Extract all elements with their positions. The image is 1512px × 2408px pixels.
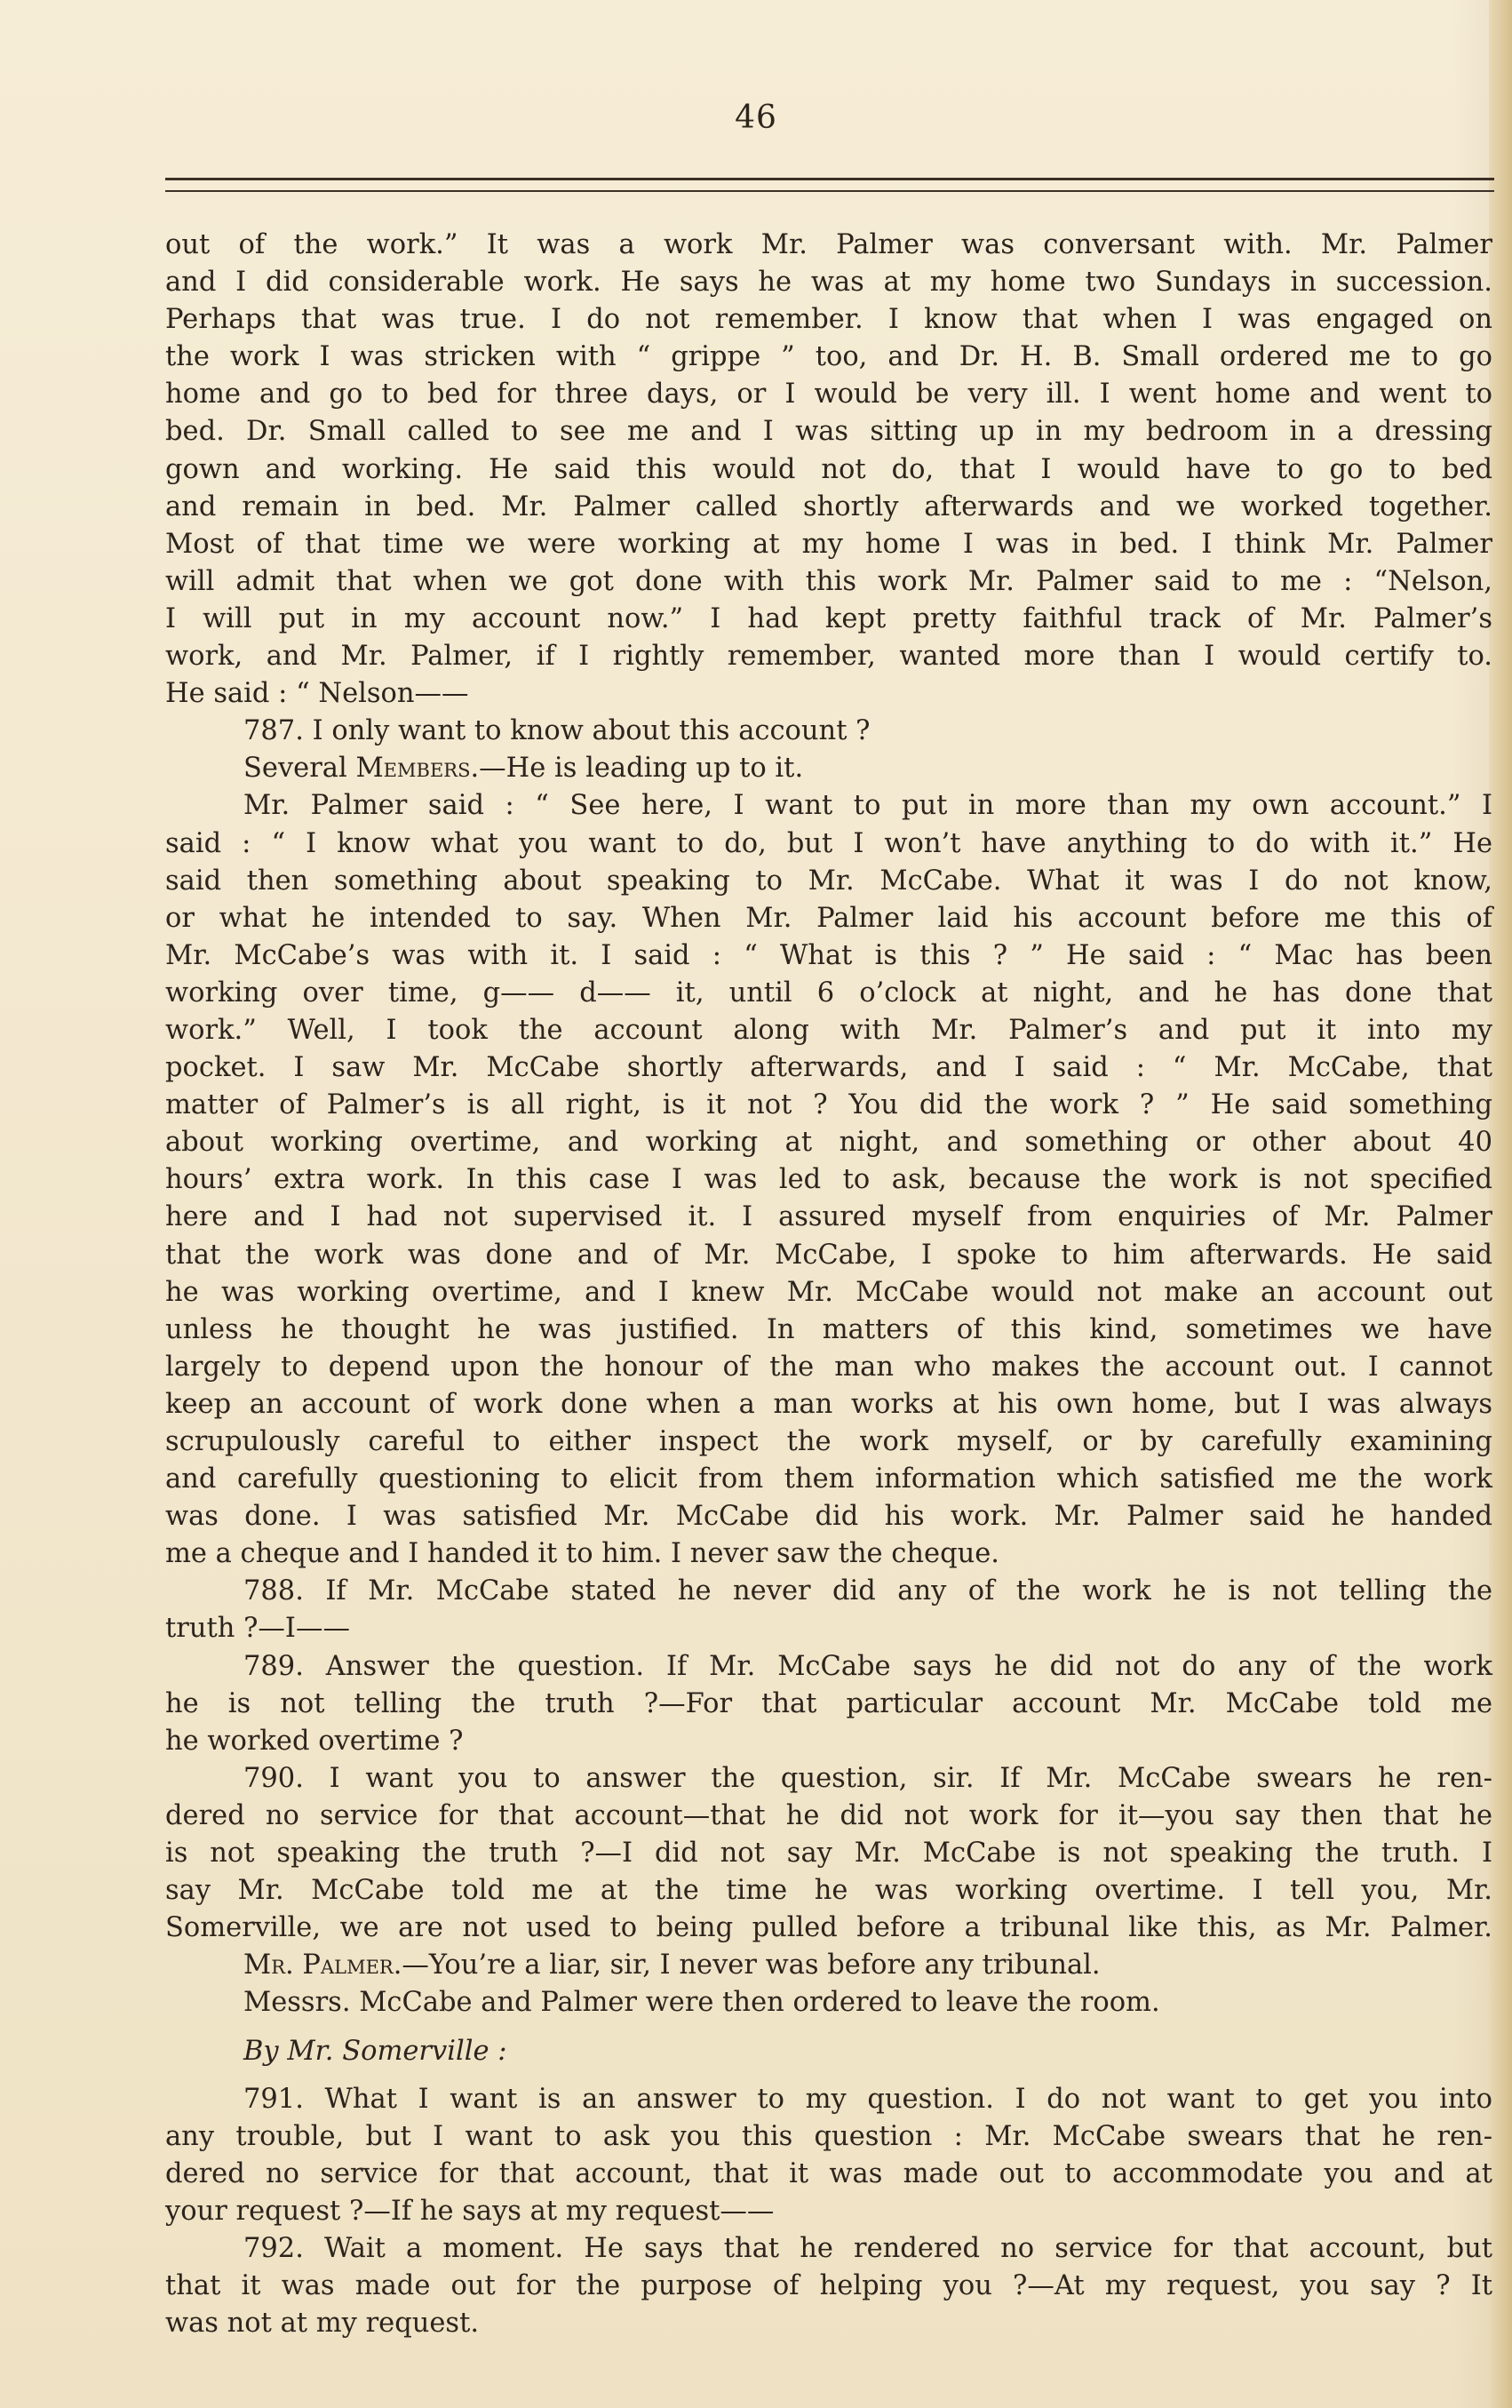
text-line: Perhaps that was true. I do not remember. I know that when I was engaged on xyxy=(165,304,1492,336)
text-line: any trouble, but I want to ask you this question : Mr. McCabe swears that he ren- xyxy=(165,2120,1492,2152)
text-line: He said : “ Nelson—— xyxy=(165,678,469,710)
text-line: work, and Mr. Palmer, if I rightly remember, wanted more than I would certify to. xyxy=(165,641,1492,673)
text-line: he was working overtime, and I knew Mr. McCabe would not make an account out xyxy=(165,1276,1492,1308)
text-line: Messrs. McCabe and Palmer were then ordered to leave the room. xyxy=(243,1987,1160,2019)
text-line: I will put in my account now.” I had kept pretty faithful track of Mr. Palmer’s xyxy=(165,602,1492,634)
text-line: said then something about speaking to Mr. McCabe. What it was I do not know, xyxy=(165,865,1492,897)
body-text xyxy=(165,227,1492,2342)
text-line: gown and working. He said this would not do, that I would have to go to bed xyxy=(165,453,1492,485)
text-line: largely to depend upon the honour of the man who makes the account out. I cannot xyxy=(165,1351,1492,1383)
text-line: By Mr. Somerville : xyxy=(243,2035,507,2067)
text-line: dered no service for that account, that it was made out to accommodate you and at xyxy=(165,2157,1492,2189)
text-line: working over time, g—— d—— it, until 6 o’clock at night, and he has done that xyxy=(165,977,1492,1009)
text-line: out of the work.” It was a work Mr. Palmer was conversant with. Mr. Palmer xyxy=(165,229,1492,260)
text-line: about working overtime, and working at night, and something or other about 40 xyxy=(165,1127,1492,1159)
text-line: Mr. Palmer said : “ See here, I want to put in more than my own account.” I xyxy=(243,790,1492,822)
text-line: pocket. I saw Mr. McCabe shortly afterwards, and I said : “ Mr. McCabe, that xyxy=(165,1052,1492,1084)
text-line: here and I had not supervised it. I assured myself from enquiries of Mr. Palmer xyxy=(165,1201,1492,1233)
text-line: bed. Dr. Small called to see me and I was sitting up in my bedroom in a dressing xyxy=(165,416,1492,448)
text-line: that it was made out for the purpose of helping you ?—At my request, you say ? It xyxy=(165,2270,1492,2302)
text-line: 789. Answer the question. If Mr. McCabe says he did not do any of the work xyxy=(243,1650,1492,1682)
text-line: 787. I only want to know about this account ? xyxy=(243,715,871,747)
text-line: home and go to bed for three days, or I would be very ill. I went home and went to xyxy=(165,379,1492,411)
text-line: hours’ extra work. In this case I was led to ask, because the work is not specified xyxy=(165,1164,1492,1196)
text-line: 790. I want you to answer the question, sir. If Mr. McCabe swears he ren- xyxy=(243,1762,1492,1794)
text-line: unless he thought he was justified. In matters of this kind, sometimes we have xyxy=(165,1313,1492,1345)
text-line: or what he intended to say. When Mr. Palmer laid his account before me this of xyxy=(165,902,1492,934)
text-line: work.” Well, I took the account along with Mr. Palmer’s and put it into my xyxy=(165,1014,1492,1046)
text-line: and carefully questioning to elicit from them information which satisfied me the work xyxy=(165,1463,1492,1495)
text-line: he is not telling the truth ?—For that particular account Mr. McCabe told me xyxy=(165,1687,1492,1719)
text-line: will admit that when we got done with this work Mr. Palmer said to me : “Nelson, xyxy=(165,565,1492,597)
page-number: 46 xyxy=(735,100,777,136)
text-line: is not speaking the truth ?—I did not say Mr. McCabe is not speaking the truth. I xyxy=(165,1838,1492,1870)
text-line: truth ?—I—— xyxy=(165,1613,350,1645)
header-rule-bottom xyxy=(165,190,1494,192)
text-line: 788. If Mr. McCabe stated he never did any of the work he is not telling the xyxy=(243,1575,1492,1607)
text-line: said : “ I know what you want to do, but I won’t have anything to do with it.” He xyxy=(165,827,1492,859)
text-line: keep an account of work done when a man works at his own home, but I was always xyxy=(165,1388,1492,1420)
text-line: that the work was done and of Mr. McCabe, I spoke to him afterwards. He said xyxy=(165,1239,1492,1271)
text-line: matter of Palmer’s is all right, is it not ? You did the work ? ” He said something xyxy=(165,1089,1492,1121)
text-line: Most of that time we were working at my home I was in bed. I think Mr. Palmer xyxy=(165,528,1492,560)
text-line: Somerville, we are not used to being pulled before a tribunal like this, as Mr. Palmer. xyxy=(165,1912,1492,1944)
text-line: 791. What I want is an answer to my question. I do not want to get you into xyxy=(243,2083,1492,2115)
header-rule-top xyxy=(165,178,1494,180)
text-line: Mr. McCabe’s was with it. I said : “ What is this ? ” He said : “ Mac has been xyxy=(165,939,1492,971)
text-line: and remain in bed. Mr. Palmer called shortly afterwards and we worked together. xyxy=(165,490,1492,522)
text-line: scrupulously careful to either inspect the work myself, or by carefully examining xyxy=(165,1426,1492,1457)
text-line: say Mr. McCabe told me at the time he was working overtime. I tell you, Mr. xyxy=(165,1875,1492,1907)
text-line: 792. Wait a moment. He says that he rendered no service for that account, but xyxy=(243,2232,1492,2264)
text-line: your request ?—If he says at my request—— xyxy=(165,2195,775,2227)
text-line: and I did considerable work. He says he was at my home two Sundays in succession. xyxy=(165,267,1492,299)
text-line: dered no service for that account—that he did not work for it—you say then that he xyxy=(165,1799,1492,1831)
text-line: he worked overtime ? xyxy=(165,1725,464,1757)
text-line: me a cheque and I handed it to him. I never saw the cheque. xyxy=(165,1538,999,1570)
text-line: Several Members.—He is leading up to it. xyxy=(243,753,804,785)
text-line: Mr. Palmer.—You’re a liar, sir, I never was before any tribunal. xyxy=(243,1950,1101,1981)
text-line: was done. I was satisfied Mr. McCabe did his work. Mr. Palmer said he handed xyxy=(165,1501,1492,1533)
text-line: the work I was stricken with “ grippe ” too, and Dr. H. B. Small ordered me to go xyxy=(165,341,1492,373)
text-line: was not at my request. xyxy=(165,2308,480,2340)
